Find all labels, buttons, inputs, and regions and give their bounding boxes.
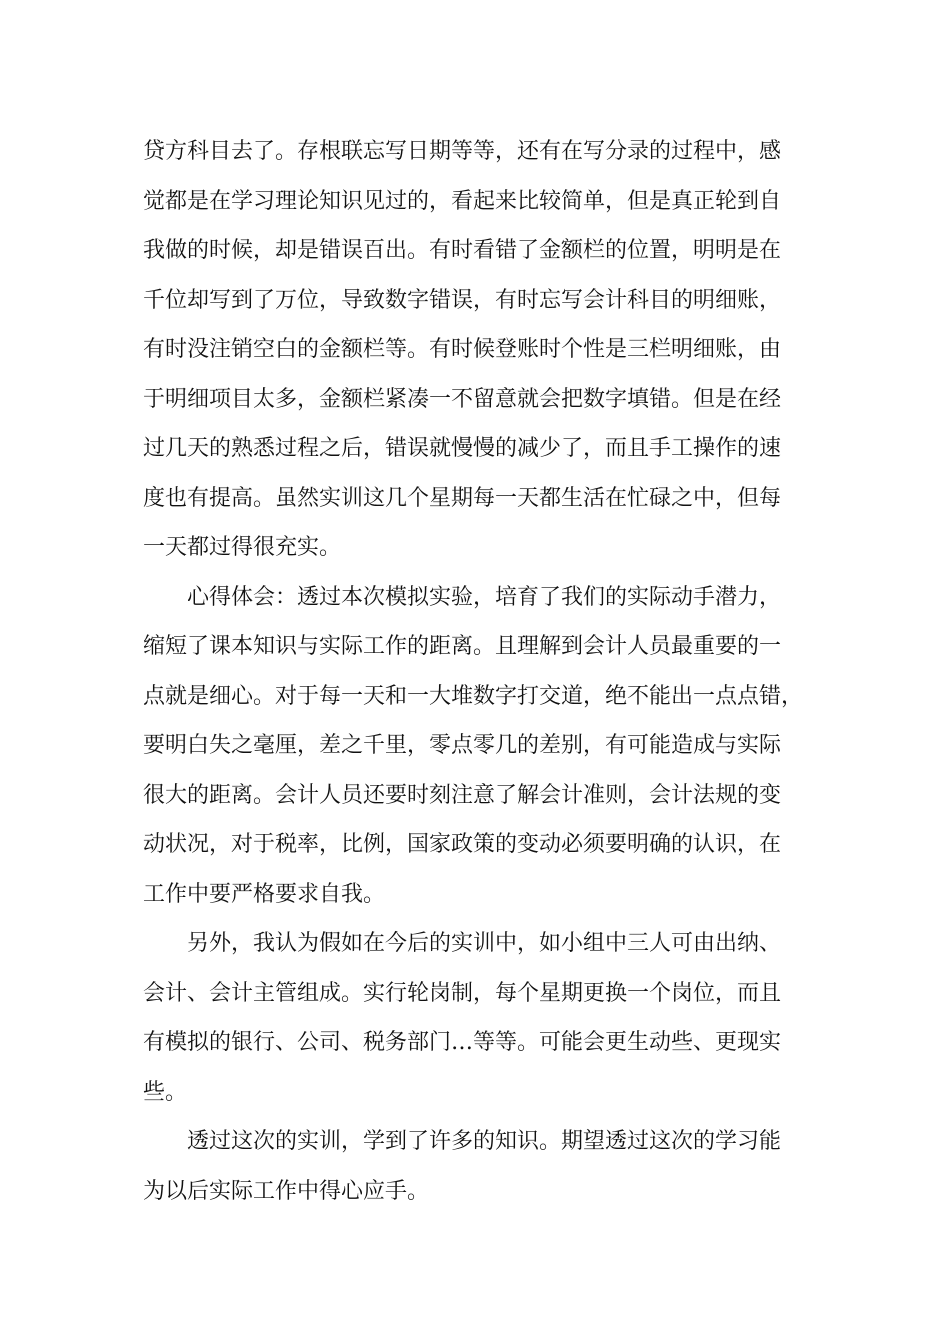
text-line: 有时没注销空白的金额栏等。有时候登账时个性是三栏明细账，由: [143, 337, 782, 362]
text-line: 千位却写到了万位，导致数字错误，有时忘写会计科目的明细账，: [143, 287, 782, 313]
text-line-first: 另外，我认为假如在今后的实训中，如小组中三人可由出纳、: [187, 931, 782, 956]
text-line: 为以后实际工作中得心应手。: [143, 1178, 430, 1204]
paragraph-4: [143, 1123, 829, 1222]
text-line: 缩短了课本知识与实际工作的距离。且理解到会计人员最重要的一: [143, 634, 782, 659]
document-body: [143, 133, 829, 1222]
text-line-first: 透过这次的实训，学到了许多的知识。期望透过这次的学习能: [187, 1129, 782, 1154]
text-line: 一天都过得很充实。: [143, 535, 342, 560]
paragraph-3: [143, 925, 829, 1123]
text-line: 有模拟的银行、公司、税务部门…等等。可能会更生动些、更现实: [143, 1030, 782, 1055]
paragraph-2: [143, 579, 829, 926]
text-line: 贷方科目去了。存根联忘写日期等等，还有在写分录的过程中，感: [143, 139, 782, 164]
text-line: 过几天的熟悉过程之后，错误就慢慢的减少了，而且手工操作的速: [143, 436, 782, 461]
text-line: 于明细项目太多，金额栏紧凑一不留意就会把数字填错。但是在经: [143, 386, 782, 412]
text-line: 度也有提高。虽然实训这几个星期每一天都生活在忙碌之中，但每: [143, 485, 782, 511]
text-line: 要明白失之毫厘，差之千里，零点零几的差别，有可能造成与实际: [143, 733, 782, 758]
text-line: 点就是细心。对于每一天和一大堆数字打交道，绝不能出一点点错，: [143, 683, 804, 709]
text-line: 些。: [143, 1079, 188, 1105]
paragraph-1: [143, 133, 829, 579]
text-line: 工作中要严格要求自我。: [143, 881, 386, 907]
text-line: 觉都是在学习理论知识见过的，看起来比较简单，但是真正轮到自: [143, 188, 782, 214]
text-line: 很大的距离。会计人员还要时刻注意了解会计准则，会计法规的变: [143, 782, 782, 808]
text-line: 会计、会计主管组成。实行轮岗制，每个星期更换一个岗位，而且: [143, 980, 782, 1006]
text-line: 动状况，对于税率，比例，国家政策的变动必须要明确的认识，在: [143, 832, 782, 857]
text-line: 我做的时候，却是错误百出。有时看错了金额栏的位置，明明是在: [143, 238, 782, 263]
text-line-first: 心得体会：透过本次模拟实验，培育了我们的实际动手潜力，: [187, 584, 782, 610]
